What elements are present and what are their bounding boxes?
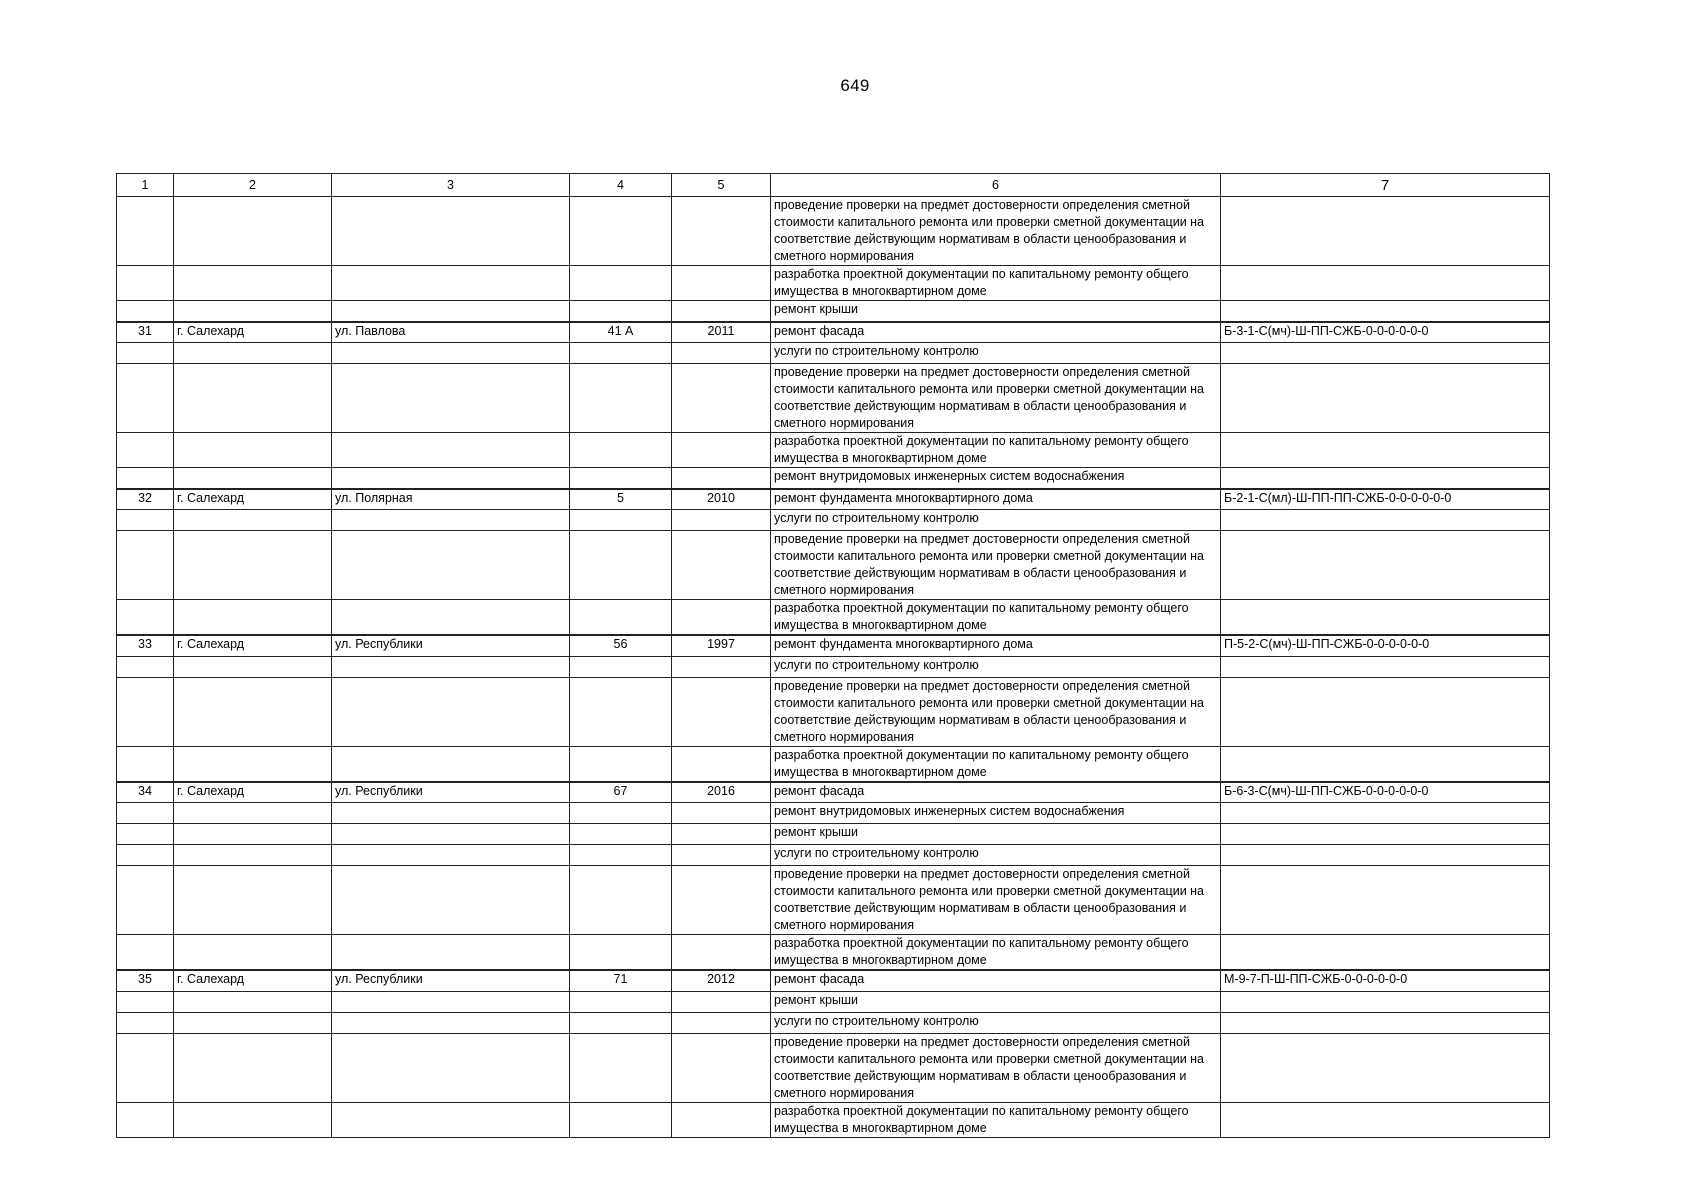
row-number-cell — [117, 343, 174, 364]
house-number-cell — [570, 1102, 672, 1137]
house-number-cell — [570, 433, 672, 468]
work-type-cell: проведение проверки на предмет достоверности определения сметной стоимости капитального ремонта или проверки сметной документации на соответствие действующим нормативам в области ценообразования и сметного нормирования — [771, 531, 1221, 600]
year-cell — [672, 510, 771, 531]
building-code-cell — [1221, 845, 1550, 866]
row-number-cell: 31 — [117, 322, 174, 343]
house-number-cell — [570, 803, 672, 824]
table-row — [117, 364, 1550, 433]
row-number-cell — [117, 677, 174, 746]
table-row — [117, 845, 1550, 866]
street-cell — [332, 433, 570, 468]
street-cell — [332, 803, 570, 824]
table-row — [117, 489, 1550, 510]
city-cell — [174, 935, 332, 971]
city-cell: г. Салехард — [174, 322, 332, 343]
street-cell — [332, 364, 570, 433]
building-code-cell — [1221, 803, 1550, 824]
street-cell: ул. Республики — [332, 970, 570, 991]
city-cell: г. Салехард — [174, 782, 332, 803]
work-type-cell: проведение проверки на предмет достоверности определения сметной стоимости капитального ремонта или проверки сметной документации на соответствие действующим нормативам в области ценообразования и сметного нормирования — [771, 677, 1221, 746]
year-cell: 2012 — [672, 970, 771, 991]
row-number-cell — [117, 1012, 174, 1033]
house-number-cell — [570, 824, 672, 845]
street-cell: ул. Республики — [332, 782, 570, 803]
city-cell — [174, 656, 332, 677]
row-number-cell — [117, 991, 174, 1012]
row-number-cell — [117, 935, 174, 971]
house-number-cell — [570, 531, 672, 600]
row-number-cell — [117, 1033, 174, 1102]
building-code-cell: Б-3-1-С(мч)-Ш-ПП-СЖБ-0-0-0-0-0-0 — [1221, 322, 1550, 343]
year-cell — [672, 531, 771, 600]
house-number-cell — [570, 866, 672, 935]
row-number-cell — [117, 824, 174, 845]
table-row — [117, 782, 1550, 803]
work-type-cell: разработка проектной документации по капитальному ремонту общего имущества в многоквартирном доме — [771, 600, 1221, 636]
column-header: 1 — [117, 174, 174, 197]
table-row — [117, 1033, 1550, 1102]
row-number-cell: 34 — [117, 782, 174, 803]
city-cell — [174, 197, 332, 266]
work-type-cell: ремонт крыши — [771, 824, 1221, 845]
year-cell: 2011 — [672, 322, 771, 343]
table-row — [117, 197, 1550, 266]
house-number-cell: 41 А — [570, 322, 672, 343]
year-cell — [672, 197, 771, 266]
row-number-cell — [117, 866, 174, 935]
house-number-cell — [570, 677, 672, 746]
table-row — [117, 991, 1550, 1012]
city-cell — [174, 1102, 332, 1137]
capital-repair-table — [116, 173, 1550, 1138]
work-type-cell: ремонт фундамента многоквартирного дома — [771, 635, 1221, 656]
year-cell — [672, 468, 771, 489]
row-number-cell: 35 — [117, 970, 174, 991]
table-row — [117, 746, 1550, 782]
house-number-cell — [570, 600, 672, 636]
house-number-cell — [570, 510, 672, 531]
table-row — [117, 935, 1550, 971]
house-number-cell — [570, 364, 672, 433]
row-number-cell — [117, 197, 174, 266]
row-number-cell — [117, 433, 174, 468]
row-number-cell — [117, 266, 174, 301]
city-cell — [174, 824, 332, 845]
house-number-cell: 67 — [570, 782, 672, 803]
city-cell — [174, 266, 332, 301]
street-cell: ул. Полярная — [332, 489, 570, 510]
street-cell — [332, 600, 570, 636]
table-row — [117, 803, 1550, 824]
house-number-cell — [570, 468, 672, 489]
column-header: 6 — [771, 174, 1221, 197]
street-cell — [332, 343, 570, 364]
work-type-cell: разработка проектной документации по капитальному ремонту общего имущества в многоквартирном доме — [771, 266, 1221, 301]
work-type-cell: проведение проверки на предмет достоверности определения сметной стоимости капитального ремонта или проверки сметной документации на соответствие действующим нормативам в области ценообразования и сметного нормирования — [771, 1033, 1221, 1102]
building-code-cell — [1221, 1012, 1550, 1033]
street-cell — [332, 656, 570, 677]
work-type-cell: проведение проверки на предмет достоверности определения сметной стоимости капитального ремонта или проверки сметной документации на соответствие действующим нормативам в области ценообразования и сметного нормирования — [771, 364, 1221, 433]
year-cell: 2010 — [672, 489, 771, 510]
building-code-cell — [1221, 531, 1550, 600]
column-header: 3 — [332, 174, 570, 197]
year-cell — [672, 656, 771, 677]
building-code-cell: Б-2-1-С(мл)-Ш-ПП-ПП-СЖБ-0-0-0-0-0-0 — [1221, 489, 1550, 510]
table-row — [117, 970, 1550, 991]
city-cell: г. Салехард — [174, 635, 332, 656]
table-row — [117, 343, 1550, 364]
table-row — [117, 635, 1550, 656]
year-cell — [672, 1102, 771, 1137]
year-cell — [672, 746, 771, 782]
work-type-cell: проведение проверки на предмет достоверности определения сметной стоимости капитального ремонта или проверки сметной документации на соответствие действующим нормативам в области ценообразования и сметного нормирования — [771, 866, 1221, 935]
street-cell — [332, 1033, 570, 1102]
year-cell — [672, 301, 771, 322]
house-number-cell — [570, 1033, 672, 1102]
street-cell — [332, 991, 570, 1012]
street-cell — [332, 866, 570, 935]
year-cell — [672, 1012, 771, 1033]
work-type-cell: ремонт фундамента многоквартирного дома — [771, 489, 1221, 510]
street-cell — [332, 531, 570, 600]
building-code-cell — [1221, 866, 1550, 935]
house-number-cell: 5 — [570, 489, 672, 510]
house-number-cell — [570, 656, 672, 677]
house-number-cell — [570, 197, 672, 266]
house-number-cell: 71 — [570, 970, 672, 991]
row-number-cell — [117, 468, 174, 489]
year-cell — [672, 266, 771, 301]
year-cell — [672, 343, 771, 364]
row-number-cell: 33 — [117, 635, 174, 656]
year-cell — [672, 803, 771, 824]
row-number-cell — [117, 1102, 174, 1137]
work-type-cell: услуги по строительному контролю — [771, 343, 1221, 364]
building-code-cell — [1221, 600, 1550, 636]
building-code-cell — [1221, 433, 1550, 468]
building-code-cell — [1221, 301, 1550, 322]
city-cell — [174, 866, 332, 935]
city-cell — [174, 433, 332, 468]
city-cell — [174, 364, 332, 433]
city-cell: г. Салехард — [174, 489, 332, 510]
building-code-cell — [1221, 266, 1550, 301]
year-cell — [672, 364, 771, 433]
table-row — [117, 600, 1550, 636]
table-row — [117, 1102, 1550, 1137]
street-cell — [332, 677, 570, 746]
street-cell: ул. Павлова — [332, 322, 570, 343]
work-type-cell: услуги по строительному контролю — [771, 845, 1221, 866]
house-number-cell — [570, 935, 672, 971]
city-cell — [174, 746, 332, 782]
city-cell — [174, 301, 332, 322]
table-row — [117, 468, 1550, 489]
work-type-cell: разработка проектной документации по капитальному ремонту общего имущества в многоквартирном доме — [771, 1102, 1221, 1137]
table-row — [117, 266, 1550, 301]
row-number-cell — [117, 531, 174, 600]
year-cell — [672, 824, 771, 845]
street-cell — [332, 1012, 570, 1033]
city-cell — [174, 600, 332, 636]
street-cell — [332, 510, 570, 531]
row-number-cell — [117, 364, 174, 433]
row-number-cell — [117, 301, 174, 322]
city-cell — [174, 991, 332, 1012]
city-cell — [174, 343, 332, 364]
city-cell — [174, 1012, 332, 1033]
year-cell — [672, 433, 771, 468]
row-number-cell: 32 — [117, 489, 174, 510]
row-number-cell — [117, 600, 174, 636]
year-cell — [672, 935, 771, 971]
year-cell: 1997 — [672, 635, 771, 656]
work-type-cell: услуги по строительному контролю — [771, 510, 1221, 531]
city-cell — [174, 1033, 332, 1102]
column-header: 7 — [1221, 174, 1550, 197]
row-number-cell — [117, 510, 174, 531]
building-code-cell — [1221, 468, 1550, 489]
building-code-cell — [1221, 991, 1550, 1012]
building-code-cell — [1221, 824, 1550, 845]
street-cell — [332, 824, 570, 845]
building-code-cell — [1221, 656, 1550, 677]
table-row — [117, 866, 1550, 935]
city-cell — [174, 677, 332, 746]
building-code-cell — [1221, 677, 1550, 746]
city-cell — [174, 510, 332, 531]
house-number-cell — [570, 845, 672, 866]
street-cell — [332, 301, 570, 322]
building-code-cell — [1221, 343, 1550, 364]
work-type-cell: разработка проектной документации по капитальному ремонту общего имущества в многоквартирном доме — [771, 935, 1221, 971]
house-number-cell — [570, 746, 672, 782]
street-cell — [332, 746, 570, 782]
work-type-cell: ремонт крыши — [771, 301, 1221, 322]
work-type-cell: услуги по строительному контролю — [771, 1012, 1221, 1033]
year-cell — [672, 677, 771, 746]
work-type-cell: ремонт крыши — [771, 991, 1221, 1012]
work-type-cell: услуги по строительному контролю — [771, 656, 1221, 677]
table-row — [117, 510, 1550, 531]
column-header: 2 — [174, 174, 332, 197]
column-number-header-row — [117, 174, 1550, 197]
row-number-cell — [117, 656, 174, 677]
row-number-cell — [117, 746, 174, 782]
street-cell — [332, 845, 570, 866]
table-row — [117, 531, 1550, 600]
work-type-cell: проведение проверки на предмет достоверности определения сметной стоимости капитального ремонта или проверки сметной документации на соответствие действующим нормативам в области ценообразования и сметного нормирования — [771, 197, 1221, 266]
year-cell: 2016 — [672, 782, 771, 803]
page-number: 649 — [840, 76, 870, 95]
year-cell — [672, 991, 771, 1012]
building-code-cell — [1221, 1033, 1550, 1102]
building-code-cell — [1221, 935, 1550, 971]
building-code-cell — [1221, 197, 1550, 266]
year-cell — [672, 866, 771, 935]
house-number-cell — [570, 301, 672, 322]
table-body — [117, 197, 1550, 1138]
table-row — [117, 433, 1550, 468]
work-type-cell: ремонт фасада — [771, 782, 1221, 803]
house-number-cell — [570, 343, 672, 364]
work-type-cell: ремонт фасада — [771, 322, 1221, 343]
building-code-cell — [1221, 364, 1550, 433]
work-type-cell: ремонт фасада — [771, 970, 1221, 991]
city-cell — [174, 531, 332, 600]
table-row — [117, 824, 1550, 845]
city-cell — [174, 845, 332, 866]
building-code-cell: П-5-2-С(мч)-Ш-ПП-СЖБ-0-0-0-0-0-0 — [1221, 635, 1550, 656]
street-cell — [332, 468, 570, 489]
building-code-cell — [1221, 510, 1550, 531]
table-row — [117, 677, 1550, 746]
street-cell — [332, 1102, 570, 1137]
work-type-cell: ремонт внутридомовых инженерных систем водоснабжения — [771, 468, 1221, 489]
house-number-cell — [570, 991, 672, 1012]
street-cell — [332, 935, 570, 971]
city-cell: г. Салехард — [174, 970, 332, 991]
work-type-cell: разработка проектной документации по капитальному ремонту общего имущества в многоквартирном доме — [771, 433, 1221, 468]
year-cell — [672, 845, 771, 866]
street-cell — [332, 197, 570, 266]
column-header: 4 — [570, 174, 672, 197]
row-number-cell — [117, 803, 174, 824]
building-code-cell — [1221, 746, 1550, 782]
building-code-cell: М-9-7-П-Ш-ПП-СЖБ-0-0-0-0-0-0 — [1221, 970, 1550, 991]
street-cell: ул. Республики — [332, 635, 570, 656]
table-row — [117, 301, 1550, 322]
city-cell — [174, 468, 332, 489]
house-number-cell — [570, 1012, 672, 1033]
building-code-cell: Б-6-3-С(мч)-Ш-ПП-СЖБ-0-0-0-0-0-0 — [1221, 782, 1550, 803]
street-cell — [332, 266, 570, 301]
work-type-cell: ремонт внутридомовых инженерных систем водоснабжения — [771, 803, 1221, 824]
table-row — [117, 322, 1550, 343]
row-number-cell — [117, 845, 174, 866]
building-code-cell — [1221, 1102, 1550, 1137]
house-number-cell: 56 — [570, 635, 672, 656]
year-cell — [672, 600, 771, 636]
table-row — [117, 1012, 1550, 1033]
work-type-cell: разработка проектной документации по капитальному ремонту общего имущества в многоквартирном доме — [771, 746, 1221, 782]
city-cell — [174, 803, 332, 824]
year-cell — [672, 1033, 771, 1102]
house-number-cell — [570, 266, 672, 301]
column-header: 5 — [672, 174, 771, 197]
table-row — [117, 656, 1550, 677]
